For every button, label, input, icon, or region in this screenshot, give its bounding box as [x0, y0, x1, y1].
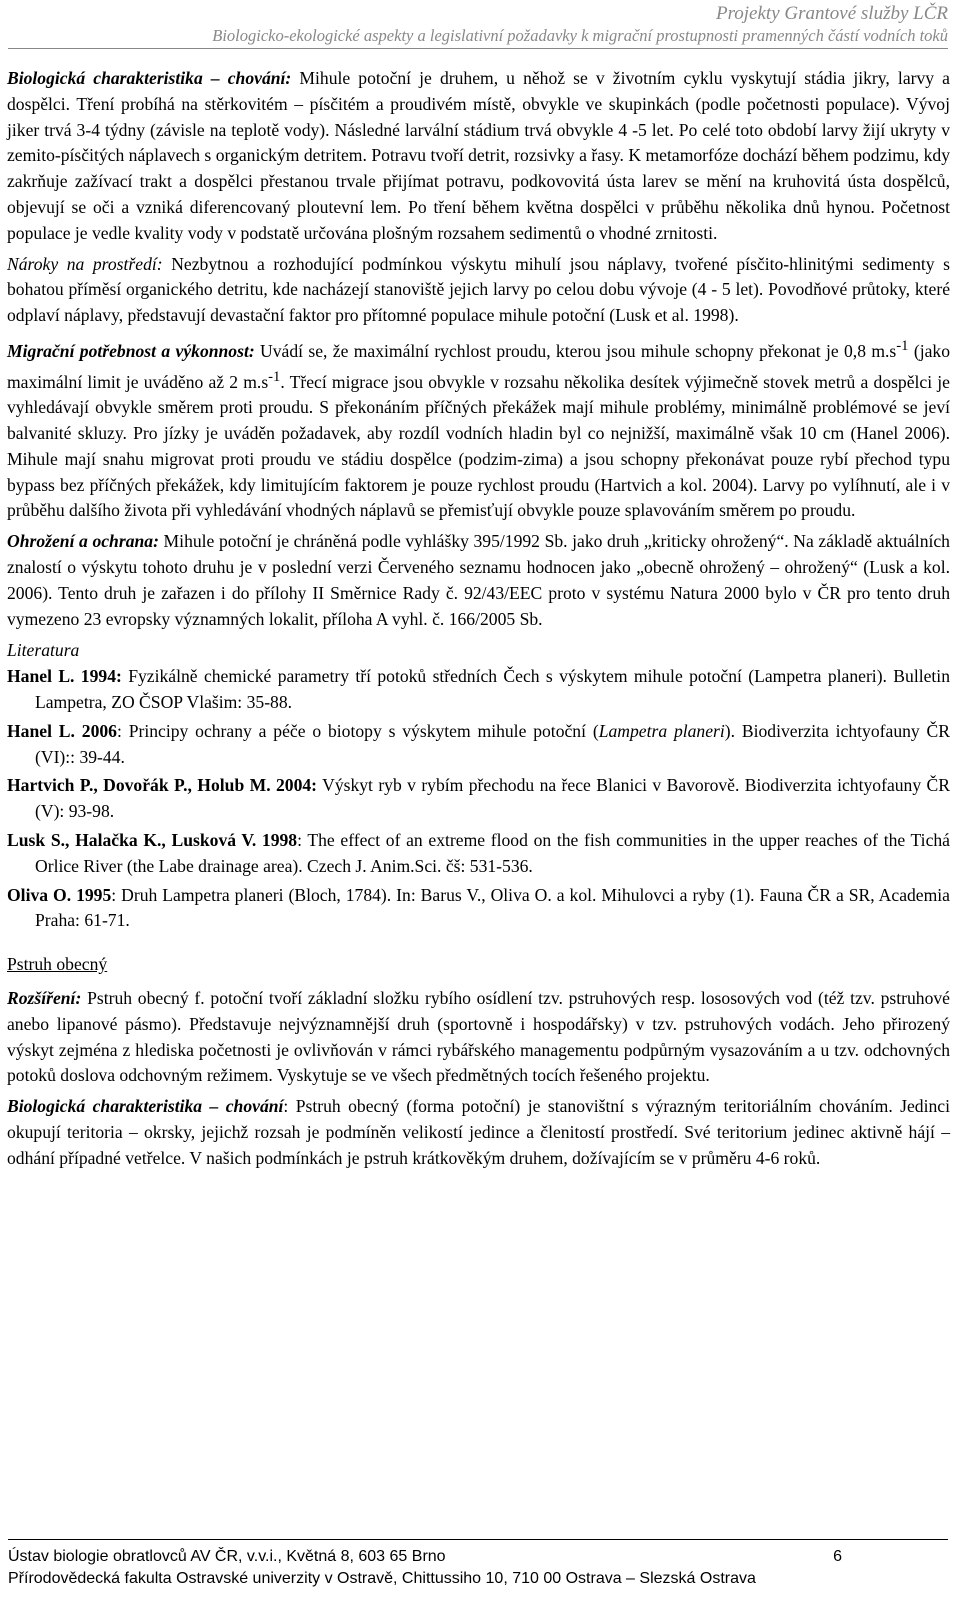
- mihule-habitat-paragraph: [7, 252, 950, 329]
- mihule-biology-label: Biologická charakteristika – chování:: [7, 68, 292, 88]
- pstruh-distribution-paragraph: [7, 986, 950, 1089]
- reference-author: Hanel L. 2006: [7, 720, 117, 741]
- reference-text: Výskyt ryb v rybím přechodu na řece Blanici v Bavorově. Biodiverzita ichtyofauny ČR (V): 93-98.: [35, 775, 950, 822]
- mihule-habitat-text: Nezbytnou a rozhodující podmínkou výskytu mihulí jsou náplavy, tvořené písčito-hlinitými sedimenty s bohatou příměsí organického detritu, kde nacházejí stanoviště jejich larvy po celou dobu vývoje (4 - 5 let). Povodňové průtoky, které odplaví náplavy, představují devastační faktor pro přítomné populace mihule potoční (Lusk et al. 1998).: [7, 253, 950, 326]
- reference-text: ). Biodiverzita ichtyofauny ČR (VI):: 39-44.: [35, 720, 951, 767]
- superscript-1: -1: [896, 337, 909, 354]
- section-heading-pstruh: Pstruh obecný: [7, 954, 108, 975]
- mihule-protection-text: Mihule potoční je chráněná podle vyhlášky 395/1992 Sb. jako druh „kriticky ohrožený“. Na základě aktuálních znalostí o výskytu tohoto druhu je v poslední verzi Červeného seznamu hodnocen jako „obecně ohrožený – ohrožený“ (Lusk a kol. 2006). Tento druh je zařazen i do přílohy II Směrnice Rady č. 92/43/EEC proto v systému Natura 2000 bylo v ČR pro tento druh vymezeno 23 evropsky významných lokalit, příloha A vyhl. č. 166/2005 Sb.: [7, 531, 950, 629]
- mihule-migration-text-b: (jako maximální limit je uváděno až 2 m.s: [7, 340, 950, 392]
- mihule-migration-text-c: . Třecí migrace jsou obvykle v rozsahu několika desítek výjimečně stovek metrů a dospělci je vyhledávají obvykle směrem proti proudu. S překonáním příčných překážek mají mihule problémy, minimálně problémové se jeví balvanité skluzy. Pro jízky je uváděn požadavek, aby rozdíl vodních hladin byl co nejnižší, maximálně však 10 cm (Hanel 2006). Mihule mají snahu migrovat proti proudu ve stádiu dospělce (podzim-zima) a jsou schopny překonávat pouze rybí přechod typu bypass bez příčných překážek, kdy limitujícím faktorem je pouze rychlost proudu (Hartvich a kol. 2004). Larvy po vylíhnutí, ale i v průběhu dalšího života při vyhledávání vhodných náplavů se přemisťují obvykle pouze splavováním směrem po proudu.: [7, 371, 950, 521]
- mihule-migration-text-a: Uvádí se, že maximální rychlost proudu, kterou jsou mihule schopny překonat je 0,8 m.s: [254, 340, 897, 361]
- mihule-migration-label: Migrační potřebnost a výkonnost:: [7, 340, 255, 361]
- mihule-protection-paragraph: [7, 529, 950, 632]
- pstruh-distribution-label: Rozšíření:: [7, 988, 82, 1009]
- page-footer: [8, 1539, 948, 1590]
- footer-institute: Ústav biologie obratlovců AV ČR, v.v.i., Květná 8, 603 65 Brno: [8, 1548, 446, 1565]
- reference-author: Lusk S., Halačka K., Lusková V. 1998: [7, 830, 298, 851]
- reference-text: : Principy ochrany a péče o biotopy s výskytem mihule potoční (: [116, 720, 599, 741]
- reference-author: Hartvich P., Dovořák P., Holub M. 2004:: [7, 775, 318, 796]
- mihule-migration-paragraph: [7, 334, 950, 524]
- header-divider: [8, 48, 948, 49]
- superscript-2: -1: [268, 368, 281, 385]
- footer-row: [8, 1546, 948, 1568]
- reference-text: : Druh Lampetra planeri (Bloch, 1784). In: Barus V., Oliva O. a kol. Mihulovci a ryby (1). Fauna ČR a SR, Academia Praha: 61-71.: [35, 884, 950, 931]
- literature-heading: Literatura: [7, 640, 80, 661]
- page-header: [8, 2, 948, 46]
- footer-row: [8, 1568, 948, 1590]
- mihule-biology-paragraph: [7, 66, 950, 247]
- reference-item: [7, 719, 950, 771]
- page-number: 6: [833, 1548, 842, 1565]
- footer-faculty: Přírodovědecká fakulta Ostravské univerzity v Ostravě, Chittussiho 10, 710 00 Ostrava – Slezská Ostrava: [8, 1570, 756, 1587]
- reference-item: [7, 664, 950, 716]
- pstruh-biology-text: : Pstruh obecný (forma potoční) je stanovištní s výrazným teritoriálním chováním. Jedinci okupují teritoria – okrsky, jejichž rozsah je podmíněn velikostí jedince a členitostí prostředí. Své teritorium jedinec aktivně hájí – odhání případné vetřelce. V našich podmínkách je pstruh krátkověkým druhem, dožívajícím se v průměru 4-6 roků.: [7, 1096, 950, 1168]
- main-content: [7, 66, 950, 1177]
- mihule-habitat-label: Nároky na prostředí:: [7, 253, 163, 274]
- reference-text: Fyzikálně chemické parametry tří potoků středních Čech s výskytem mihule potoční (Lampetra planeri). Bulletin Lampetra, ZO ČSOP Vlašim: 35-88.: [35, 666, 950, 713]
- reference-text: : The effect of an extreme flood on the fish communities in the upper reaches of the Tichá Orlice River (the Labe drainage area). Czech J. Anim.Sci. čš: 531-536.: [35, 830, 950, 876]
- reference-item: [7, 828, 950, 880]
- reference-author: Hanel L. 1994:: [7, 666, 122, 687]
- pstruh-biology-paragraph: [7, 1094, 950, 1171]
- mihule-protection-label: Ohrožení a ochrana:: [7, 531, 159, 552]
- pstruh-biology-label: Biologická charakteristika – chování: [7, 1096, 284, 1117]
- pstruh-distribution-text: Pstruh obecný f. potoční tvoří základní složku rybího osídlení tzv. pstruhových resp. lososových vod (též tzv. pstruhové anebo lipanové pásmo). Představuje nejvýznamnější druh (sportovně i hospodářsky) v tzv. pstruhových vodách. Jeho přirozený výskyt zejména z hlediska početnosti je ovlivňován v rámci rybářského managementu podpůrným vysazováním a u tzv. odchovných potoků doslova odchovným režimem. Vyskytuje se ve všech předmětných tocích řešeného projektu.: [7, 988, 950, 1086]
- reference-item: [7, 773, 950, 825]
- reference-italic: Lampetra planeri: [598, 720, 725, 741]
- mihule-biology-text: Mihule potoční je druhem, u něhož se v životním cyklu vyskytují stádia jikry, larvy a dospělci. Tření probíhá na stěrkovitém – písčitém a proudivém místě, obvykle ve skupinkách (podle početnosti populace). Vývoj jiker trvá 3-4 týdny (závisle na teplotě vody). Následné larvální stádium trvá obvykle 4 -5 let. Po celé toto období larvy žijí ukryty v zemito-písčitých náplavech s organickým detritem. Potravu tvoří detrit, rozsivky a řasy. K metamorfóze dochází během podzimu, kdy zakrňuje zažívací trakt a dospělci přestanou trvale přijímat potravu, podkovovitá ústa larev se mění na kruhovitá ústa dospělců, objevují se oči a vzniká diferencovaný ploutevní lem. Po tření během května dospělci v průběhu několika dnů hynou. Početnost populace je vedle kvality vody v podstatě určována plošným rozsahem sedimentů o vhodné zrnitosti.: [7, 68, 950, 243]
- reference-author: Oliva O. 1995: [7, 884, 112, 905]
- header-subtitle: Biologicko-ekologické aspekty a legislativní požadavky k migrační prostupnosti pramenných částí vodních toků: [212, 26, 948, 45]
- reference-item: [7, 883, 950, 935]
- header-title: Projekty Grantové služby LČR: [715, 3, 948, 24]
